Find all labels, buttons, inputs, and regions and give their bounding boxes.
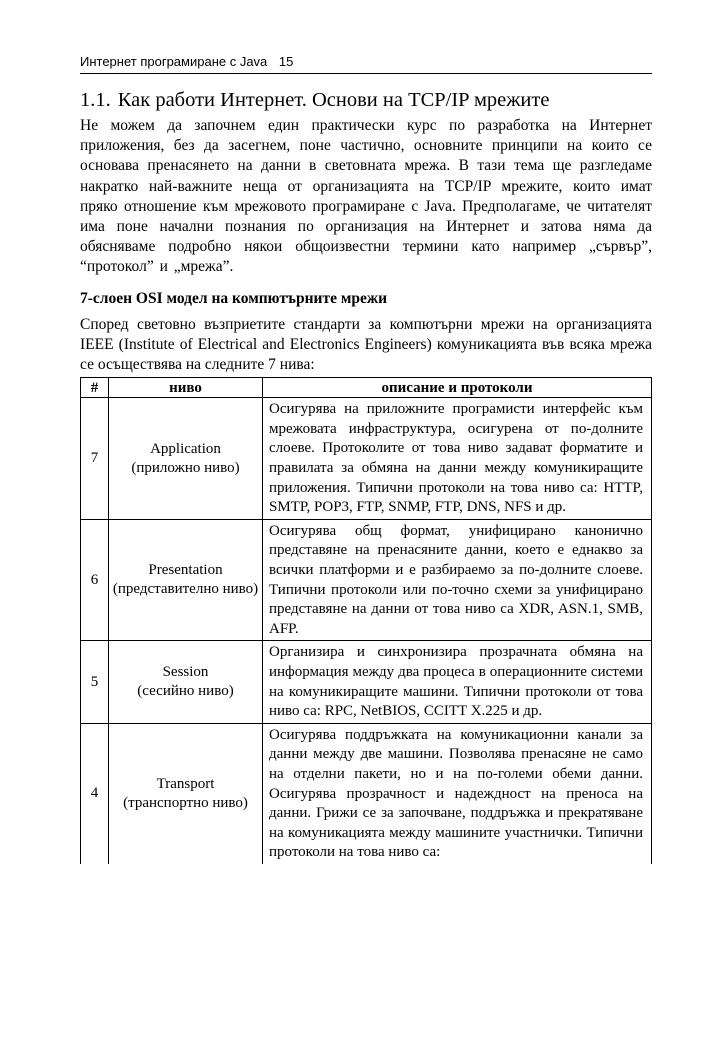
header-level: ниво (109, 378, 263, 398)
row-level (109, 723, 263, 864)
level-name-en: Presentation (148, 562, 223, 579)
row-number: 5 (81, 641, 109, 723)
book-title: Интернет програмиране с Java (80, 54, 268, 69)
osi-table (80, 377, 652, 864)
osi-paragraph: Според световно възприетите стандарти за компютърни мрежи на организацията IEEE (Institute of Electrical and Electronics Engineers) комуникацията във всяка мрежа се осъществява на следните 7 нива: (80, 315, 652, 374)
row-number: 7 (81, 398, 109, 520)
header-description: описание и протоколи (263, 378, 652, 398)
running-header (80, 54, 652, 74)
level-name-bg: (приложно ниво) (131, 459, 240, 476)
page-number: 15 (278, 54, 294, 69)
section-number: 1.1. (80, 89, 111, 111)
row-level (109, 641, 263, 723)
row-description: Организира и синхронизира прозрачната обмяна на информация между два процеса в операционните системи на комуникиращите машини. Типични протоколи от това ниво са: RPC, NetBIOS, CCITT X.225 и др. (263, 641, 652, 723)
row-description: Осигурява на приложните програмисти интерфейс към мрежовата инфраструктура, осигурена от по-долните слоеве. Протоколите от това ниво задават форматите и правилата за обмяна на данни между комуникиращите приложения. Типични протоколи на това ниво са: HTTP, SMTP, POP3, FTP, SNMP, FTP, DNS, NFS и др. (263, 398, 652, 520)
level-name-bg: (сесийно ниво) (137, 683, 234, 700)
row-description: Осигурява общ формат, унифицирано канонично представяне на пренасяните данни, което е еднакво за всички платформи и е разбираемо за по-долните слоеве. Типични протоколи или по-точно схеми за унифицирано представяне на данни от това ниво са XDR, ASN.1, SMB, AFP. (263, 519, 652, 641)
table-header-row (81, 378, 652, 398)
table-row (81, 723, 652, 864)
table-row (81, 398, 652, 520)
row-number: 6 (81, 519, 109, 641)
section-heading (80, 88, 652, 112)
row-level (109, 519, 263, 641)
section-title: Как работи Интернет. Основи на TCP/IP мрежите (117, 89, 550, 111)
level-name-bg: (представително ниво) (112, 581, 259, 598)
intro-paragraph: Не можем да започнем един практически курс по разработка на Интернет приложения, без да засегнем, поне частично, основните принципи на които се основава пренасянето на данни в световната мрежа. В тази тема ще разгледаме накратко най-важните неща от организацията на TCP/IP мрежите, които имат пряко отношение към мрежовото програмиране с Java. Предполагаме, че читателят има поне начални познания по организация на Интернет и затова няма да обясняваме подробно някои общоизвестни термини като например „сървър”, “протокол” и „мрежа”. (80, 117, 652, 276)
page-content (80, 88, 652, 864)
row-description: Осигурява поддръжката на комуникационни канали за данни между две машини. Позволява пренасяне не само на отделни пакети, но и на по-големи обеми данни. Осигурява прозрачност и надеждност на преноса на данни. Грижи се за започване, поддръжка и прекратяване на комуникацията между машините участнички. Типични протоколи на това ниво са: (263, 723, 652, 864)
level-name-en: Transport (156, 775, 215, 792)
level-name-en: Session (162, 664, 209, 681)
subsection-title: 7-слоен OSI модел на компютърните мрежи (80, 289, 388, 307)
header-number: # (81, 378, 109, 398)
row-number: 4 (81, 723, 109, 864)
row-level (109, 398, 263, 520)
table-row (81, 641, 652, 723)
level-name-en: Application (150, 440, 221, 457)
level-name-bg: (транспортно ниво) (123, 794, 248, 811)
table-row (81, 519, 652, 641)
